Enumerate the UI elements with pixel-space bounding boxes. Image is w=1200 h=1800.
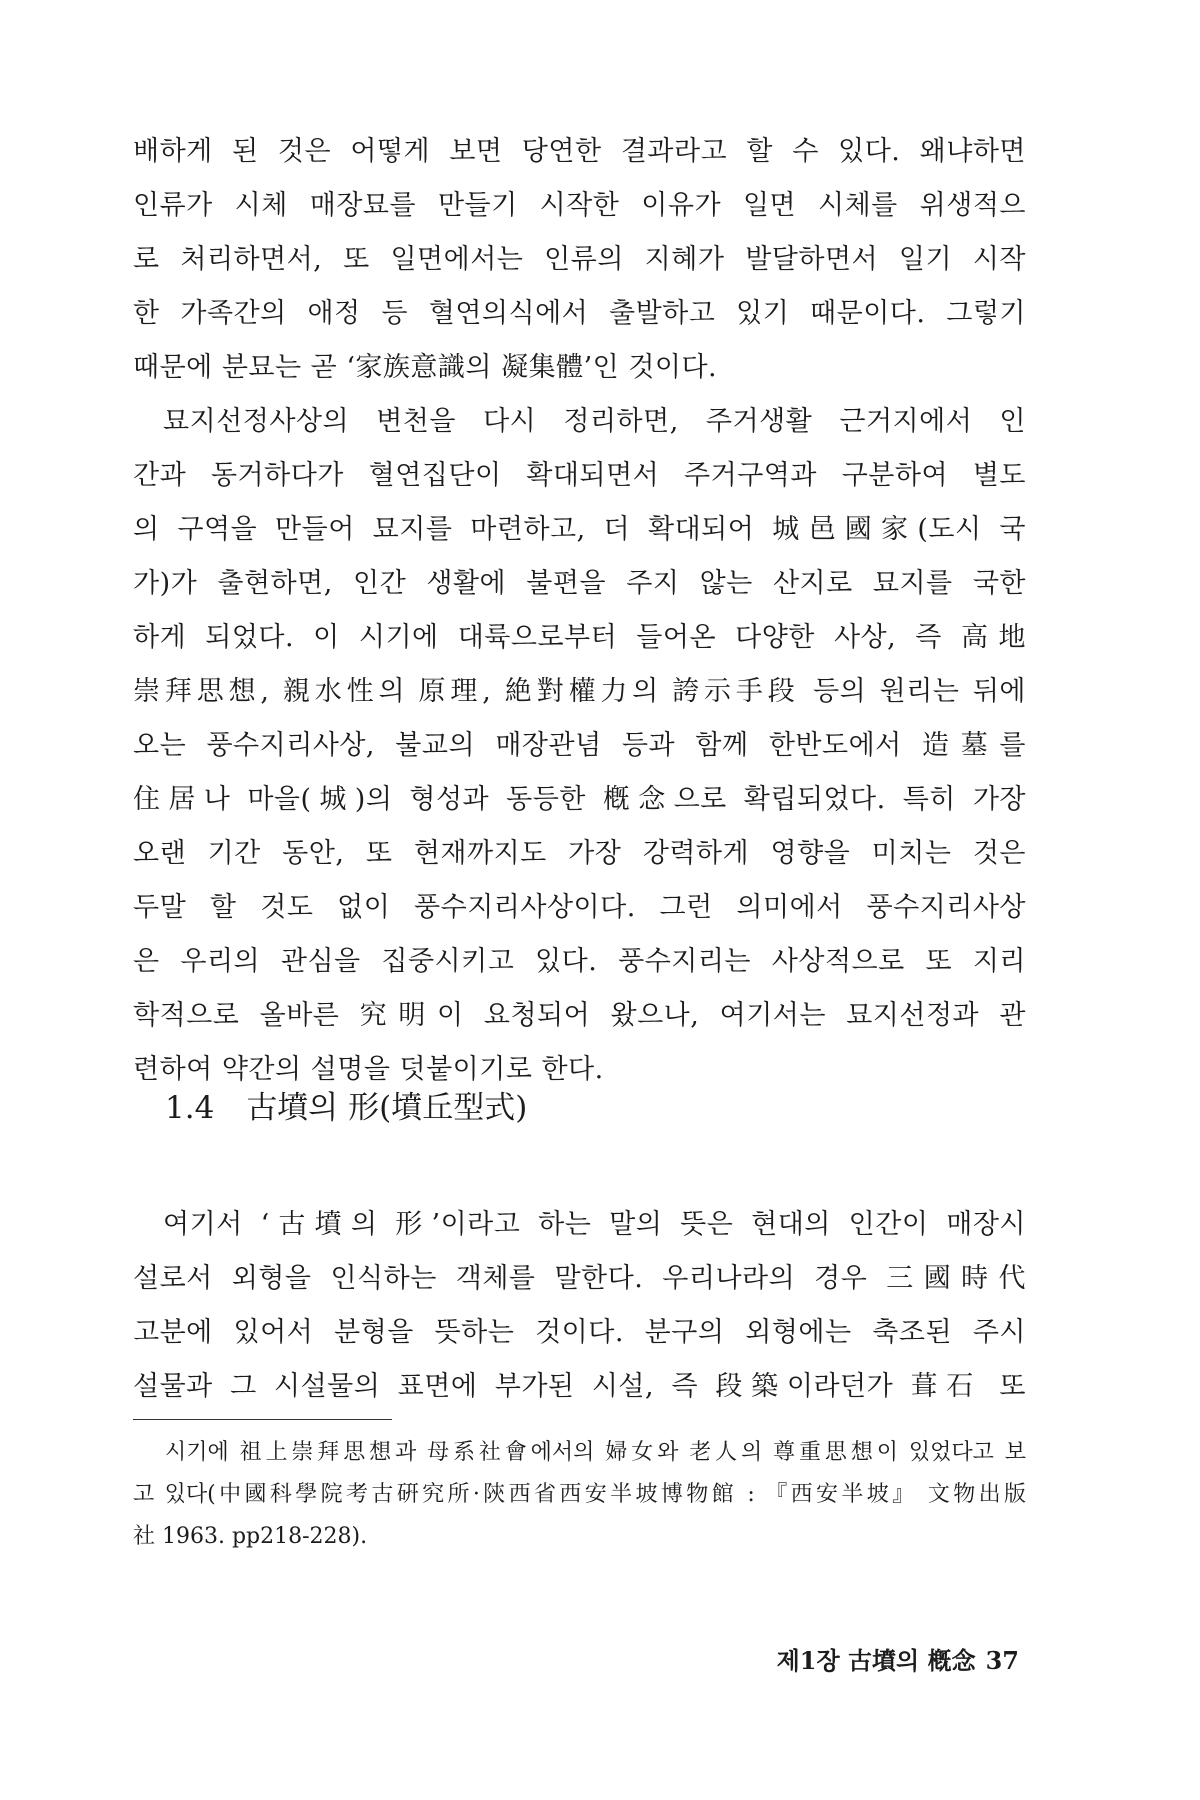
text-line: 가)가 출현하면, 인간 생활에 불편을 주지 않는 산지로 묘지를 국한	[133, 568, 1026, 599]
footnote	[133, 1432, 1026, 1558]
text-line: 두말 할 것도 없이 풍수지리사상이다. 그런 의미에서 풍수지리사상	[133, 892, 1026, 923]
text-line: 住居나 마을(城)의 형성과 동등한 槪念으로 확립되었다. 특히 가장	[133, 784, 1026, 815]
section-title: 古墳의 形(墳丘型式)	[246, 1090, 528, 1126]
body-paragraph-1	[133, 125, 1026, 395]
footnote-divider	[133, 1419, 392, 1420]
text-line: 여기서 ‘古墳의 形’이라고 하는 말의 뜻은 현대의 인간이 매장시	[163, 1209, 1026, 1240]
text-line: 설로서 외형을 인식하는 객체를 말한다. 우리나라의 경우 三國時代	[133, 1263, 1026, 1294]
text-line: 고분에 있어서 분형을 뜻하는 것이다. 분구의 외형에는 축조된 주시	[133, 1317, 1026, 1348]
section-number: 1.4	[165, 1090, 215, 1126]
footnote-line: 고 있다(中國科學院考古硏究所·陝西省西安半坡博物館 : 『西安半坡』 文物出版	[133, 1482, 1026, 1507]
footnote-line: 시기에 祖上崇拜思想과 母系社會에서의 婦女와 老人의 尊重思想이 있었다고 보	[165, 1440, 1026, 1465]
text-line: 은 우리의 관심을 집중시키고 있다. 풍수지리는 사상적으로 또 지리	[133, 946, 1026, 977]
text-line: 련하여 약간의 설명을 덧붙이기로 한다.	[133, 1054, 604, 1085]
text-line: 崇拜思想, 親水性의 原理, 絶對權力의 誇示手段 등의 원리는 뒤에	[133, 676, 1026, 707]
text-line: 한 가족간의 애정 등 혈연의식에서 출발하고 있기 때문이다. 그렇기	[133, 298, 1026, 329]
page-number: 37	[985, 1646, 1019, 1675]
text-line: 간과 동거하다가 혈연집단이 확대되면서 주거구역과 구분하여 별도	[133, 460, 1026, 491]
footnote-line: 社 1963. pp218-228).	[133, 1524, 368, 1549]
running-footer	[777, 1646, 1019, 1676]
text-line: 묘지선정사상의 변천을 다시 정리하면, 주거생활 근거지에서 인	[163, 406, 1026, 437]
body-paragraph-3	[133, 1198, 1026, 1414]
text-line: 오랜 기간 동안, 또 현재까지도 가장 강력하게 영향을 미치는 것은	[133, 838, 1026, 869]
body-paragraph-2	[133, 395, 1026, 1097]
text-line: 때문에 분묘는 곧 ‘家族意識의 凝集體’인 것이다.	[133, 352, 718, 383]
text-line: 배하게 된 것은 어떻게 보면 당연한 결과라고 할 수 있다. 왜냐하면	[133, 136, 1026, 167]
text-line: 학적으로 올바른 究明이 요청되어 왔으나, 여기서는 묘지선정과 관	[133, 1000, 1026, 1031]
chapter-label: 제1장 古墳의 槪念	[776, 1646, 976, 1675]
text-line: 의 구역을 만들어 묘지를 마련하고, 더 확대되어 城邑國家(도시 국	[133, 514, 1026, 545]
text-line: 설물과 그 시설물의 표면에 부가된 시설, 즉 段築이라던가 葺石 또	[133, 1371, 1026, 1402]
text-line: 하게 되었다. 이 시기에 대륙으로부터 들어온 다양한 사상, 즉 高地	[133, 622, 1026, 653]
section-heading	[165, 1088, 527, 1128]
text-line: 인류가 시체 매장묘를 만들기 시작한 이유가 일면 시체를 위생적으	[133, 190, 1026, 221]
text-line: 오는 풍수지리사상, 불교의 매장관념 등과 함께 한반도에서 造墓를	[133, 730, 1026, 761]
text-line: 로 처리하면서, 또 일면에서는 인류의 지혜가 발달하면서 일기 시작	[133, 244, 1026, 275]
